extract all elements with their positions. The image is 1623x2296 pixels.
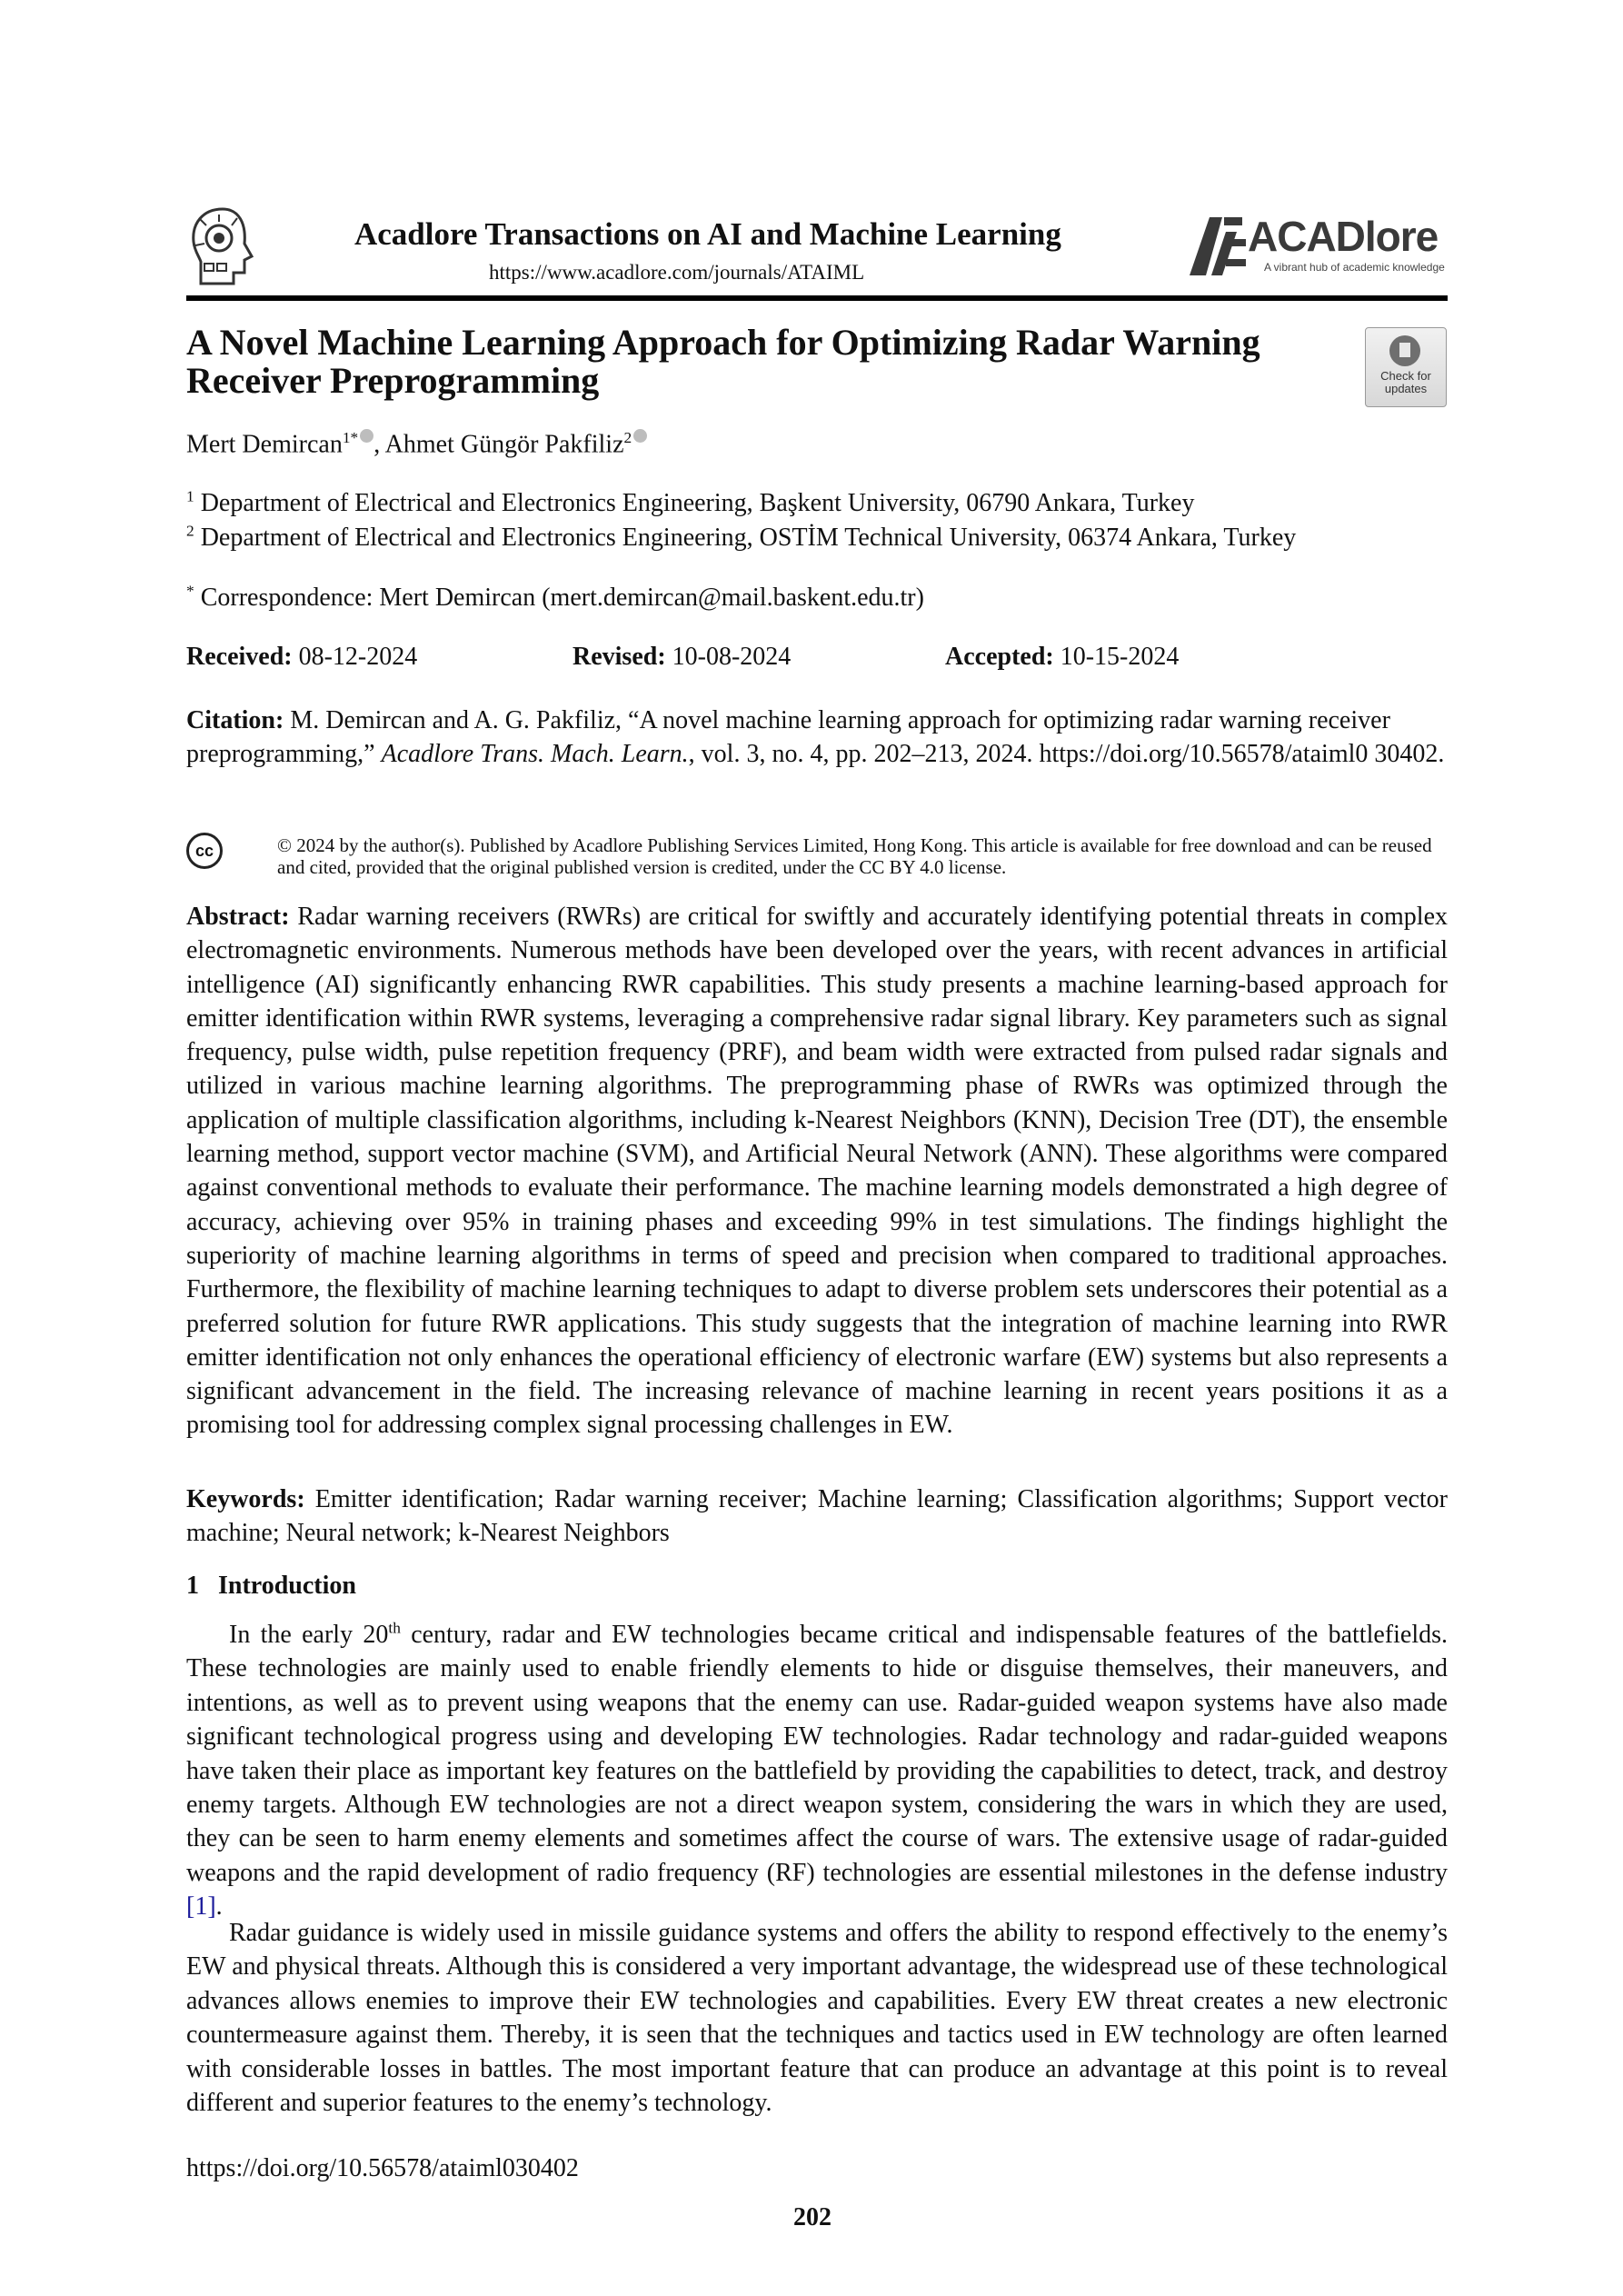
received-date: Received: 08-12-2024	[186, 643, 418, 671]
check-for-updates-badge[interactable]	[1365, 327, 1447, 407]
abstract: Abstract: Radar warning receivers (RWRs) are critical for swiftly and accurately identifying potential threats in complex electromagnetic environments. Numerous methods have been developed over the years, with recent advances in artificial intelligence (AI) significantly enhancing RWR capabilities. This study presents a machine learning-based approach for emitter identification within RWR systems, leveraging a comprehensive radar signal library. Key parameters such as signal frequency, pulse width, pulse repetition frequency (PRF), and beam width were extracted from pulsed radar signals and utilized in various machine learning algorithms. The preprogramming phase of RWRs was optimized through the application of multiple classification algorithms, including k-Nearest Neighbors (KNN), Decision Tree (DT), the ensemble learning method, support vector machine (SVM), and Artificial Neural Network (ANN). These algorithms were compared against conventional methods to evaluate their performance. The machine learning models demonstrated a high degree of accuracy, achieving over 95% in training phases and exceeding 99% in test simulations. The findings highlight the superiority of machine learning algorithms in terms of speed and precision when compared to traditional approaches. Furthermore, the flexibility of machine learning techniques to adapt to diverse problem sets underscores their potential as a preferred solution for future RWR applications. This study suggests that the integration of machine learning into RWR emitter identification not only enhances the operational efficiency of electronic warfare (EW) systems but also represents a significant advancement in the field. The increasing relevance of machine learning in recent years positions it as a promising tool for addressing complex signal processing challenges in EW.	[186, 903, 1449, 1440]
author-sup: 2	[623, 429, 632, 446]
footer-doi[interactable]: https://doi.org/10.56578/ataiml030402	[186, 2154, 579, 2182]
publisher-tagline: A vibrant hub of academic knowledge	[1264, 261, 1445, 274]
check-updates-label: Check for updates	[1380, 369, 1431, 395]
correspondence: * Correspondence: Mert Demircan (mert.demircan@mail.baskent.edu.tr)	[186, 582, 924, 612]
affiliation: $^2$ Department of Electrical and Electronics Engineering, OSTİM Technical University, 06374 Ankara, Turkey	[186, 522, 1297, 552]
license-text: © 2024 by the author(s). Published by Acadlore Publishing Services Limited, Hong Kong. This article is available for free download and can be reused and cited, provided that the original published version is credited, under the CC BY 4.0 license.	[277, 834, 1432, 878]
intro-paragraph: Radar guidance is widely used in missile guidance systems and offers the ability to respond effectively to the enemy’s EW and physical threats. Although this is considered a very important advantage, the widespread use of these technological advances allows enemies to improve their EW technologies and capabilities. Every EW threat creates a new electronic countermeasure against them. Thereby, it is seen that the techniques and tactics used in EW technology are often learned with considerable losses in battles. The most important feature that can produce an advantage at this point is to reveal different and superior features to the enemy’s technology.	[186, 1919, 1448, 2118]
accepted-date: Accepted: 10-15-2024	[945, 643, 1180, 671]
author-name: Mert Demircan	[186, 430, 343, 459]
author-list: Mert Demircan$^{1*}$ , Ahmet Güngör Pakfiliz$^2$	[186, 429, 647, 459]
journal-name: Acadlore Transactions on AI and Machine Learning	[354, 216, 1061, 252]
journal-url[interactable]: https://www.acadlore.com/journals/ATAIML	[489, 261, 865, 284]
revised-date: Revised: 10-08-2024	[573, 643, 792, 671]
reference-link[interactable]: [1]	[186, 1892, 216, 1922]
affiliation: $^1$ Department of Electrical and Electronics Engineering, Başkent University, 06790 Ankara, Turkey	[186, 487, 1195, 517]
author-sup: 1*	[342, 429, 359, 446]
orcid-icon[interactable]	[633, 429, 647, 443]
journal-logo	[186, 204, 261, 289]
citation: Citation: M. Demircan and A. G. Pakfiliz, “A novel machine learning approach for optimizing radar warning receiver preprogramming,” Acadlore Trans. Mach. Learn., vol. 3, no. 4, pp. 202–213, 2024. https://doi.org/10.56578/ataiml0 30402.	[186, 706, 1445, 768]
paper-title: A Novel Machine Learning Approach for Optimizing Radar Warning Receiver Preprogramming	[186, 322, 1260, 401]
header-rule	[186, 295, 1448, 301]
publisher-logo	[1186, 205, 1449, 286]
author-name: Ahmet Güngör Pakfiliz	[384, 430, 624, 459]
orcid-icon[interactable]	[360, 429, 373, 443]
page-number: 202	[793, 2203, 831, 2231]
section-heading-introduction: 1 Introduction	[186, 1572, 356, 1600]
keywords: Keywords: Emitter identification; Radar warning receiver; Machine learning; Classification algorithms; Support vector machine; Neural network; k-Nearest Neighbors	[186, 1485, 1448, 1547]
publisher-logo-text: ACADlore	[1248, 213, 1439, 260]
cc-icon: cc	[186, 833, 223, 869]
intro-paragraph: In the early 20th century, radar and EW technologies became critical and indispensable features of the battlefields. These technologies are mainly used to enable friendly elements to hide or disguise themselves, their maneuvers, and intentions, as well as to prevent using weapons that the enemy can use. Radar-guided weapon systems have also made significant technological progress using and developing EW technologies. Radar technology and radar-guided weapons have taken their place as important key features on the battlefield by providing the capabilities to detect, track, and destroy enemy targets. Although EW technologies are not a direct weapon system, considering the wars in which they are used, they can be seen to harm enemy elements and sometimes affect the course of wars. The extensive usage of radar-guided weapons and the rapid development of radio frequency (RF) technologies are essential milestones in the defense industry [1].	[186, 1619, 1448, 1922]
